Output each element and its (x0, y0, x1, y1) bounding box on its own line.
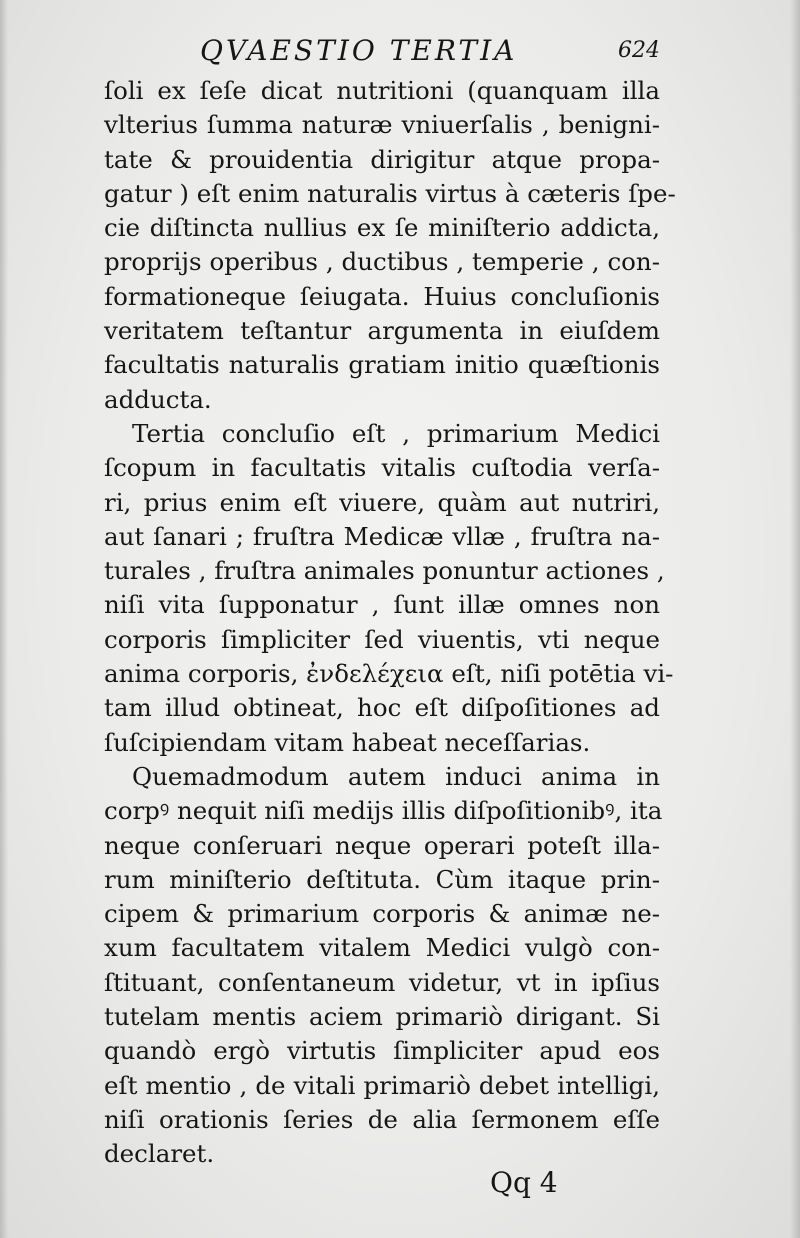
paragraph-first-line: Quemadmodum autem induci anima in (132, 761, 660, 791)
text-line: neque conſeruari neque operari poteſt illa- (104, 830, 660, 860)
text-line: anima corporis, ἐνδελέχεια eſt, niſi potētia vi- (104, 659, 674, 689)
page-number: 624 (618, 38, 660, 63)
page-header (200, 34, 660, 70)
page-edge-left (0, 0, 8, 1238)
text-line: cipem & primarium corporis & animæ ne- (104, 899, 660, 929)
text-line: xum facultatem vitalem Medici vulgò con- (104, 933, 660, 963)
text-line: niſi orationis ſeries de alia ſermonem eſſe (104, 1104, 660, 1134)
text-line: adducta. (104, 384, 212, 414)
body-text (104, 74, 676, 1172)
text-line: tam illud obtineat, hoc eſt diſpoſitiones ad (104, 693, 660, 723)
text-line: corpꝰ nequit niſi medijs illis diſpoſitionibꝰ, ita (104, 796, 663, 826)
page-edge-right (790, 0, 800, 1238)
text-line: rum miniſterio deſtituta. Cùm itaque prin- (104, 864, 660, 894)
text-line: quandò ergò virtutis ſimpliciter apud eos (104, 1036, 660, 1066)
running-title: QVAESTIO TERTIA (200, 34, 518, 67)
text-line: aut ſanari ; fruſtra Medicæ vllæ , fruſtra na- (104, 521, 660, 551)
signature-mark: Qq 4 (490, 1166, 558, 1199)
text-line: ſcopum in facultatis vitalis cuſtodia verſa- (104, 453, 660, 483)
text-line: corporis ſimpliciter ſed viuentis, vti neque (104, 624, 660, 654)
text-line: proprijs operibus , ductibus , temperie , con- (104, 247, 660, 277)
text-line: veritatem teſtantur argumenta in eiuſdem (104, 316, 660, 346)
text-line: ſoli ex ſeſe dicat nutritioni (quanquam illa (104, 76, 660, 105)
text-line: eſt mentio , de vitali primariò debet intelligi, (104, 1070, 660, 1100)
text-line: ri, prius enim eſt viuere, quàm aut nutriri, (104, 487, 660, 517)
text-line: gatur ) eſt enim naturalis virtus à cæteris ſpe- (104, 178, 676, 208)
text-line: niſi vita ſupponatur , ſunt illæ omnes non (104, 590, 660, 620)
text-line: ſtituant, conſentaneum videtur, vt in ipſius (104, 967, 660, 997)
text-line: facultatis naturalis gratiam initio quæſtionis (104, 350, 660, 380)
text-line: tate & prouidentia dirigitur atque propa- (104, 144, 660, 174)
text-line: formationeque ſeiugata. Huius concluſionis (104, 281, 660, 311)
text-line: ſuſcipiendam vitam habeat neceſſarias. (104, 727, 591, 757)
text-line: tutelam mentis aciem primariò dirigant. Si (104, 1002, 660, 1032)
text-line: declaret. (104, 1139, 215, 1169)
text-line: cie diſtincta nullius ex ſe miniſterio addicta, (104, 213, 660, 243)
text-line: turales , fruſtra animales ponuntur actiones , (104, 556, 665, 586)
paragraph-first-line: Tertia concluſio eſt , primarium Medici (132, 418, 660, 448)
text-line: vlterius ſumma naturæ vniuerſalis , benigni- (104, 110, 660, 140)
